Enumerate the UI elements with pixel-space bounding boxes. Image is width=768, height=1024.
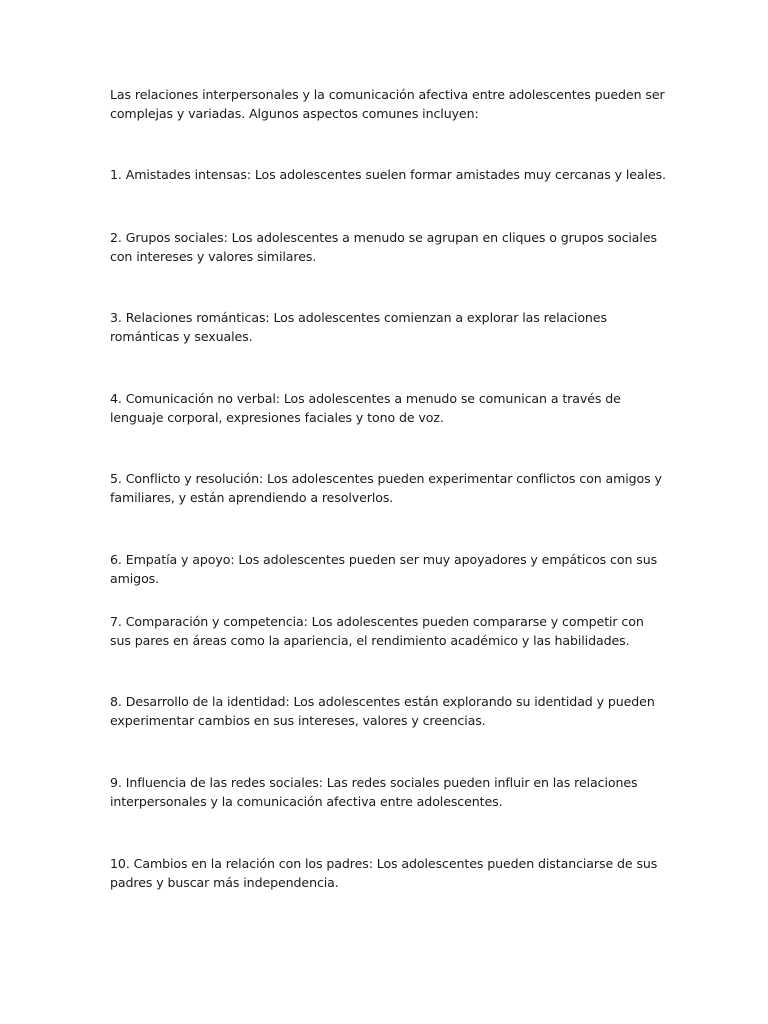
list-item: 2. Grupos sociales: Los adolescentes a menudo se agrupan en cliques o grupos sociales con intereses y valores similares. <box>110 230 657 264</box>
list-item: 1. Amistades intensas: Los adolescentes suelen formar amistades muy cercanas y leales. <box>110 167 666 182</box>
list-item: 7. Comparación y competencia: Los adolescentes pueden compararse y competir con sus pares en áreas como la apariencia, el rendimiento académico y las habilidades. <box>110 614 644 648</box>
intro-paragraph: Las relaciones interpersonales y la comunicación afectiva entre adolescentes pueden ser complejas y variadas. Algunos aspectos comunes incluyen: <box>110 87 665 121</box>
list-item: 4. Comunicación no verbal: Los adolescentes a menudo se comunican a través de lenguaje corporal, expresiones faciales y tono de voz. <box>110 391 621 425</box>
list-item: 5. Conflicto y resolución: Los adolescentes pueden experimentar conflictos con amigos y familiares, y están aprendiendo a resolverlos. <box>110 471 662 505</box>
list-item: 8. Desarrollo de la identidad: Los adolescentes están explorando su identidad y pueden experimentar cambios en sus intereses, valores y creencias. <box>110 694 655 728</box>
list-item: 3. Relaciones románticas: Los adolescentes comienzan a explorar las relaciones románticas y sexuales. <box>110 310 607 344</box>
list-item: 6. Empatía y apoyo: Los adolescentes pueden ser muy apoyadores y empáticos con sus amigos. <box>110 552 658 586</box>
list-item: 10. Cambios en la relación con los padres: Los adolescentes pueden distanciarse de sus padres y buscar más independencia. <box>110 856 658 890</box>
list-item: 9. Influencia de las redes sociales: Las redes sociales pueden influir en las relaciones interpersonales y la comunicación afectiva entre adolescentes. <box>110 775 638 809</box>
